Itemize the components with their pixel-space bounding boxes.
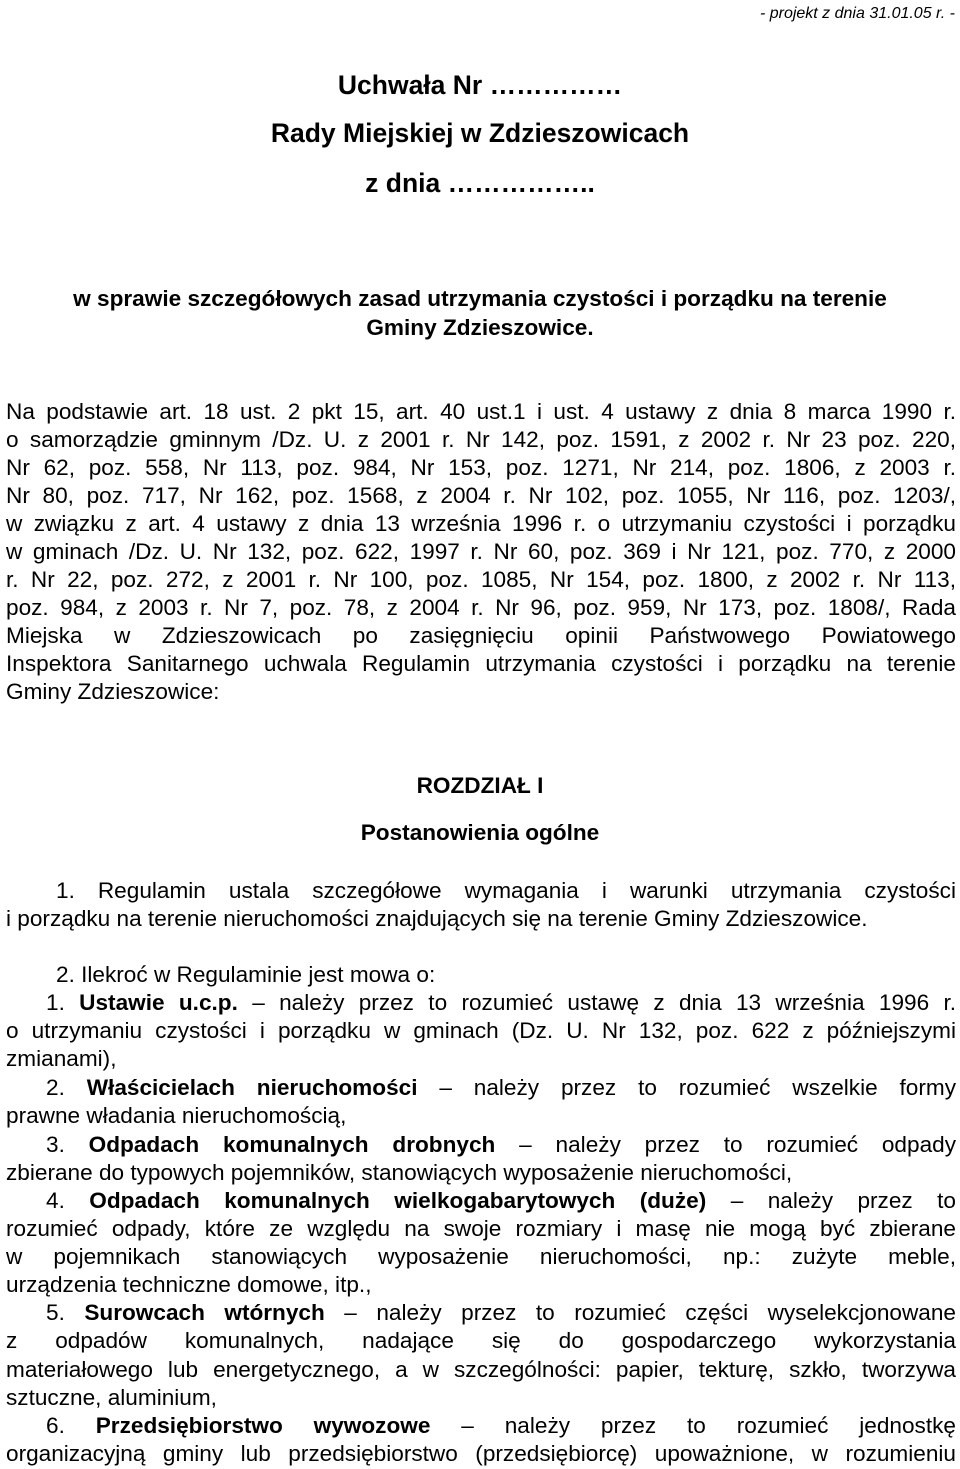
defined-term: Właścicielach nieruchomości xyxy=(86,1075,418,1100)
definition-line: zbierane do typowych pojemników, stanowiących wyposażenie nieruchomości, xyxy=(6,1160,793,1185)
definition-line: sztuczne, aluminium, xyxy=(6,1385,217,1410)
preamble-line: w związku z art. 4 ustawy z dnia 13 września 1996 r. o utrzymaniu czystości i porządku xyxy=(6,511,956,536)
defined-term: Odpadach komunalnych wielkogabarytowych (duże) xyxy=(89,1188,707,1213)
definition-text: – należy przez to rozumieć jednostkę xyxy=(461,1413,956,1438)
definition-text: – należy przez to rozumieć ustawę z dnia 13 września 1996 r. xyxy=(252,990,957,1015)
definition-item-2 xyxy=(46,1074,956,1102)
definition-item-4 xyxy=(46,1187,956,1215)
item-number: 4. xyxy=(46,1188,65,1213)
definition-item-6 xyxy=(46,1412,956,1440)
definition-line: prawne władania nieruchomością, xyxy=(6,1103,347,1128)
defined-term: Ustawie u.c.p. xyxy=(79,990,238,1015)
defined-term: Przedsiębiorstwo wywozowe xyxy=(95,1413,431,1438)
preamble-line: Inspektora Sanitarnego uchwala Regulamin utrzymania czystości i porządku na terenie xyxy=(6,651,956,676)
chapter-title: Postanowienia ogólne xyxy=(360,820,600,845)
paragraph-1-line: 1. Regulamin ustala szczegółowe wymagania i warunki utrzymania czystości xyxy=(56,878,956,903)
preamble-line: Gminy Zdzieszowice: xyxy=(6,679,220,704)
paragraph-2-intro: 2. Ilekroć w Regulaminie jest mowa o: xyxy=(56,962,436,987)
item-number: 6. xyxy=(46,1413,65,1438)
definition-line: organizacyjną gminy lub przedsiębiorstwo (przedsiębiorcę) upoważnione, w rozumieniu xyxy=(6,1441,956,1466)
preamble-line: Nr 80, poz. 717, Nr 162, poz. 1568, z 2004 r. Nr 102, poz. 1055, Nr 116, poz. 1203/, xyxy=(6,483,956,508)
paragraph-1-line: i porządku na terenie nieruchomości znajdujących się na terenie Gminy Zdzieszowice. xyxy=(6,906,868,931)
definition-line: o utrzymaniu czystości i porządku w gminach (Dz. U. Nr 132, poz. 622 z późniejszymi xyxy=(6,1018,956,1043)
definition-text: – należy przez to rozumieć części wyselekcjonowane xyxy=(344,1300,956,1325)
definition-item-1 xyxy=(46,989,956,1017)
preamble-line: Miejska w Zdzieszowicach po zasięgnięciu opinii Państwowego Powiatowego xyxy=(6,623,956,648)
definition-line: z odpadów komunalnych, nadające się do gospodarczego wykorzystania xyxy=(6,1328,956,1353)
preamble-line: Na podstawie art. 18 ust. 2 pkt 15, art. 40 ust.1 i ust. 4 ustawy z dnia 8 marca 1990 r. xyxy=(6,399,956,424)
definition-line: rozumieć odpady, które ze względu na swoje rozmiary i masę nie mogą być zbierane xyxy=(6,1216,956,1241)
item-number: 2. xyxy=(46,1075,65,1100)
definition-item-5 xyxy=(46,1299,956,1327)
council-name: Rady Miejskiej w Zdzieszowicach xyxy=(270,118,690,148)
resolution-number: Uchwała Nr …………… xyxy=(337,70,623,100)
item-number: 5. xyxy=(46,1300,65,1325)
preamble-line: r. Nr 22, poz. 272, z 2001 r. Nr 100, poz. 1085, Nr 154, poz. 1800, z 2002 r. Nr 113, xyxy=(6,567,956,592)
definition-item-3 xyxy=(46,1131,956,1159)
definition-line: urządzenia techniczne domowe, itp., xyxy=(6,1272,372,1297)
preamble-line: w gminach /Dz. U. Nr 132, poz. 622, 1997 r. Nr 60, poz. 369 i Nr 121, poz. 770, z 2000 xyxy=(6,539,956,564)
defined-term: Surowcach wtórnych xyxy=(84,1300,325,1325)
draft-note: - projekt z dnia 31.01.05 r. - xyxy=(759,5,955,22)
definition-text: – należy przez to xyxy=(730,1188,956,1213)
definition-text: – należy przez to rozumieć wszelkie formy xyxy=(439,1075,957,1100)
definition-line: w pojemnikach stanowiących wyposażenie nieruchomości, np.: zużyte meble, xyxy=(6,1244,956,1269)
item-number: 1. xyxy=(46,990,65,1015)
preamble-line: o samorządzie gminnym /Dz. U. z 2001 r. Nr 142, poz. 1591, z 2002 r. Nr 23 poz. 220, xyxy=(6,427,956,452)
definition-line: materiałowego lub energetycznego, a w szczególności: papier, tekturę, szkło, tworzywa xyxy=(6,1357,956,1382)
definition-line: zmianami), xyxy=(6,1046,117,1071)
chapter-number: ROZDZIAŁ I xyxy=(416,773,544,798)
preamble-line: Nr 62, poz. 558, Nr 113, poz. 984, Nr 153, poz. 1271, Nr 214, poz. 1806, z 2003 r. xyxy=(6,455,956,480)
subject-line: Gminy Zdzieszowice. xyxy=(366,315,594,340)
item-number: 3. xyxy=(46,1132,65,1157)
subject-line: w sprawie szczegółowych zasad utrzymania czystości i porządku na terenie xyxy=(73,286,887,311)
definition-text: – należy przez to rozumieć odpady xyxy=(519,1132,956,1157)
defined-term: Odpadach komunalnych drobnych xyxy=(88,1132,496,1157)
preamble-line: poz. 984, z 2003 r. Nr 7, poz. 78, z 2004 r. Nr 96, poz. 959, Nr 173, poz. 1808/, Rada xyxy=(6,595,956,620)
resolution-date: z dnia …………….. xyxy=(365,168,595,198)
